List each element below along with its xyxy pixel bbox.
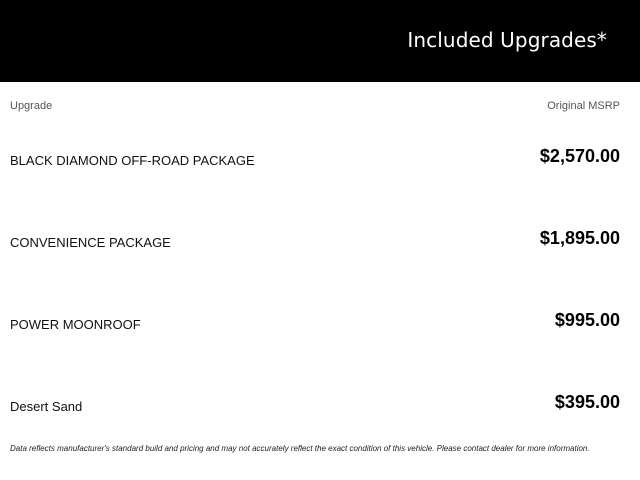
- upgrade-name: CONVENIENCE PACKAGE: [10, 235, 171, 250]
- disclaimer-text: Data reflects manufacturer's standard build and pricing and may not accurately reflect the exact condition of this vehicle. Please contact dealer for more information.: [10, 444, 590, 453]
- upgrade-name: BLACK DIAMOND OFF-ROAD PACKAGE: [10, 153, 255, 168]
- upgrade-row: [10, 392, 620, 422]
- column-header-upgrade: Upgrade: [10, 100, 53, 112]
- page-title: Included Upgrades*: [407, 28, 607, 52]
- upgrade-price: $2,570.00: [539, 146, 620, 166]
- upgrade-row: [10, 228, 620, 258]
- upgrade-name: Desert Sand: [10, 399, 83, 414]
- upgrade-row: [10, 310, 620, 340]
- upgrade-name: POWER MOONROOF: [10, 317, 141, 332]
- upgrade-row: [10, 146, 620, 176]
- upgrade-price: $395.00: [554, 392, 620, 412]
- column-header-msrp: Original MSRP: [547, 100, 620, 112]
- upgrade-price: $1,895.00: [539, 228, 620, 248]
- header-bar: [0, 0, 640, 82]
- upgrade-price: $995.00: [554, 310, 620, 330]
